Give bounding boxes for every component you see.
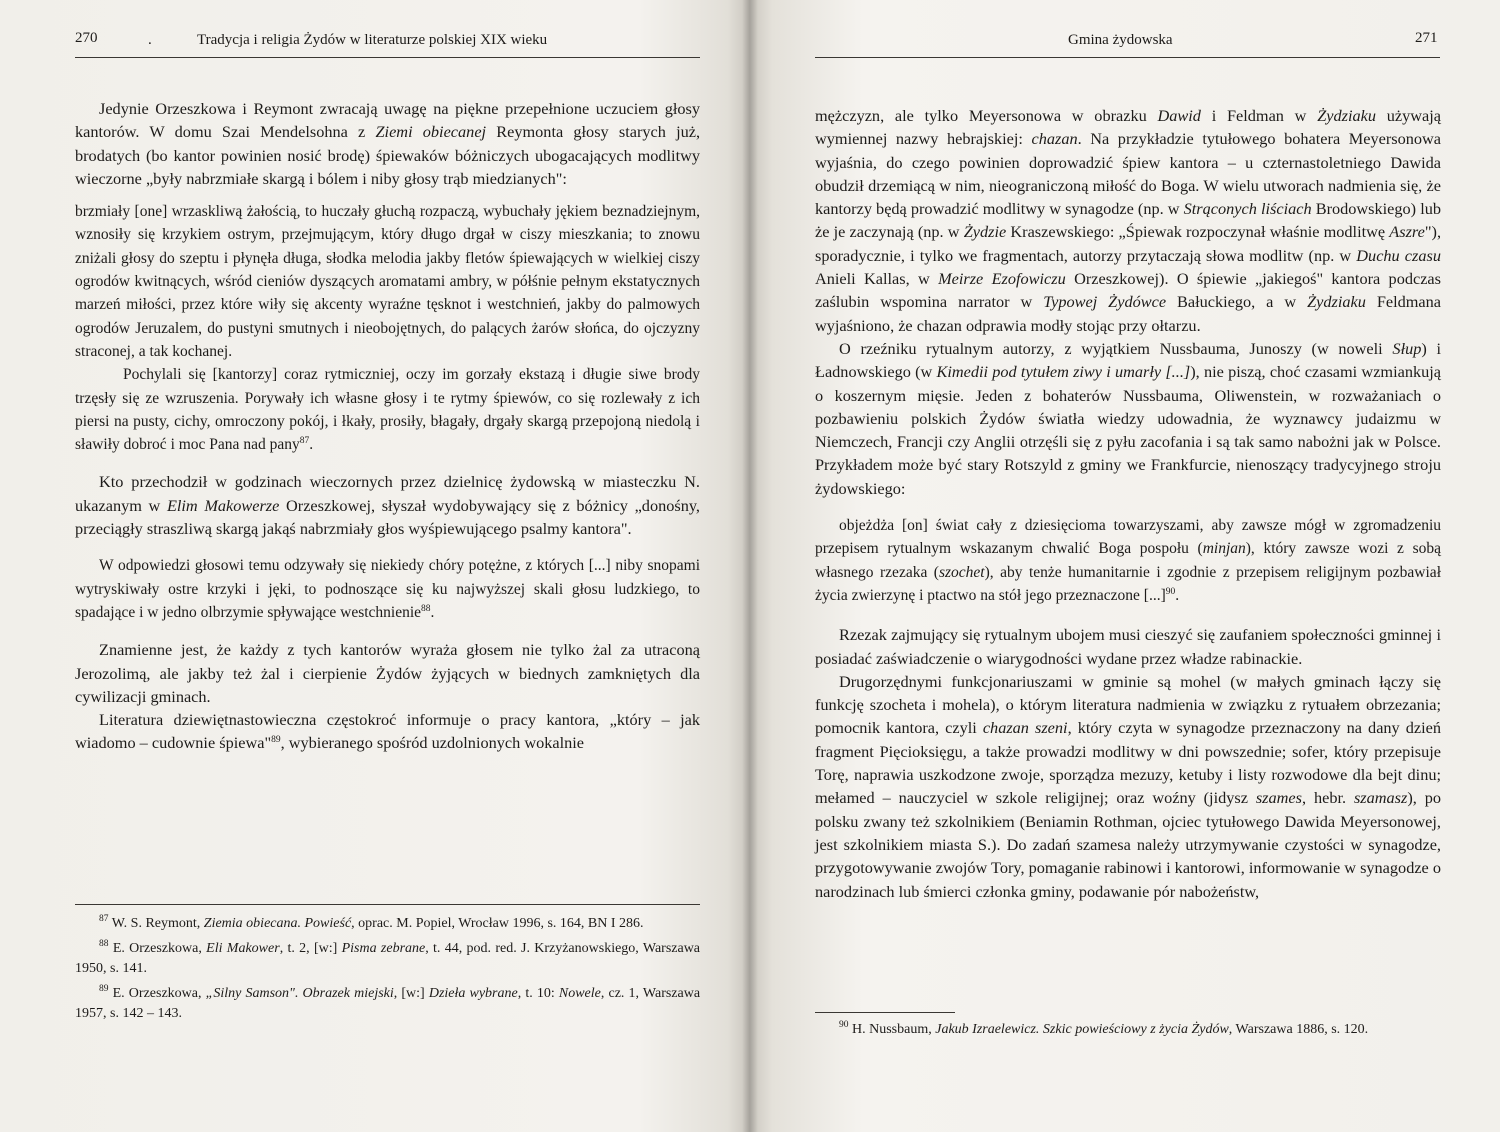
page-number: 270 bbox=[75, 30, 98, 46]
footnote-rule bbox=[75, 904, 700, 905]
header-separator: . bbox=[148, 32, 152, 48]
main-text bbox=[815, 104, 1441, 903]
footnote: $^{89}$ E. Orzeszkowa, „Silny Samson". Obrazek miejski, [w:] Dzieła wybrane, t. 10: Nowele, cz. 1, Warszawa 1957, s. 142 – 143. bbox=[75, 983, 701, 1021]
footnote: $^{90}$ H. Nussbaum, Jakub Izraelewicz. Szkic powieściowy z życia Żydów, Warszawa 1886, s. 120. bbox=[839, 1020, 1369, 1037]
footnote-ref[interactable]: 88 bbox=[421, 603, 431, 614]
header-rule bbox=[75, 57, 700, 58]
running-header: Tradycja i religia Żydów w literaturze polskiej XIX wieku bbox=[197, 32, 548, 48]
paragraph: Kto przechodził w godzinach wieczornych przez dzielnicę żydowską w miasteczku N. ukazanym w Elim Makowerze Orzeszkowej, słyszał wydobywający się z bóżnicy „donośny, przeciągły straszliwą skargą jakąś nabrzmiały głos wyśpiewującego psalmy kantora". bbox=[75, 472, 701, 539]
right-page bbox=[750, 0, 1500, 1132]
footnotes bbox=[75, 914, 700, 1029]
paragraph: mężczyzn, ale tylko Meyersonowa w obrazku Dawid i Feldman w Żydziaku używają wymiennej nazwy hebrajskiej: chazan. Na przykładzie tytułowego bohatera Meyersonowa wyjaśnia, do czego powinien doprowadzić śpiew kantora – u czternastoletniego Dawida obudził drzemiącą w nim, nieograniczoną miłość do Boga. W wielu utworach nadmienia się, że kantorzy będą prowadzić modlitwy w synagodze (np. w Strąconych liściach Brodowskiego) lub że je zaczynają (np. w Żydzie Kraszewskiego: „Śpiewak rozpoczynał właśnie modlitwę Aszre"), sporadycznie, i tylko we fragmentach, autorzy przytaczają słowa modlitw (np. w Duchu czasu Anieli Kallas, w Meirze Ezofowiczu Orzeszkowej). O śpiewie „jakiegoś" kantora podczas zaślubin wspomina narrator w Typowej Żydówce Bałuckiego, a w Żydziaku Feldmana wyjaśniono, że chazan odprawia modły stojąc przy ołtarzu. bbox=[815, 106, 1442, 335]
paragraph: Rzezak zajmujący się rytualnym ubojem musi cieszyć się zaufaniem społeczności gminnej i posiadać zaświadczenie o wiarygodności wydane przez władze rabinackie. bbox=[815, 625, 1441, 668]
running-header: Gmina żydowska bbox=[1068, 32, 1173, 48]
paragraph: Znamienne jest, że każdy z tych kantorów wyraża głosem nie tylko żal za utraconą Jerozolimą, ale jakby też żal i cierpienie Żydów żyjących w biednych zamkniętych dla cywilizacji gminach. bbox=[75, 640, 700, 706]
quote-paragraph: Pochylali się [kantorzy] coraz rytmiczniej, oczy im gorzały ekstazą i długie siwe brody trzęsły się ze wzruszenia. Porywały ich własne głosy i te rytmy śpiewów, co się rozlewały z ich piersi na pusty, cichy, omroczony pokój, i łkały, prosiły, błagały, drgały skargą przepojoną niedolą i sławiły dobroć i moc Pana nad pany$^{87}$. bbox=[75, 366, 700, 454]
footnote-ref[interactable]: 89 bbox=[271, 735, 281, 746]
header-rule bbox=[815, 57, 1440, 58]
paragraph: Literatura dziewiętnastowieczna częstokroć informuje o pracy kantora, „który – jak wiadomo – cudownie śpiewa"$^{89}$, wybieranego spośród uzdolnionych wokalnie bbox=[75, 710, 700, 753]
paragraph: O rzeźniku rytualnym autorzy, z wyjątkiem Nussbauma, Junoszy (w noweli Słup) i Ładnowskiego (w Kimedii pod tytułem ziwy i umarły [...]), nie piszą, choć czasami wzmiankują o koszernym mięsie. Jeden z bohaterów Nussbauma, Oliwenstein, w rozważaniach o pozbawieniu polskich Żydów światła wiedzy udowadnia, że wyznawcy judaizmu w Niemczech, Francji czy Anglii otrzęśli się z pyłu zacofania i są tak samo nabożni jak w Polsce. Przykładem może być stary Rotszyld z gminy we Frankfurcie, nienoszący tradycyjnego stroju żydowskiego: bbox=[815, 338, 1442, 498]
footnote: $^{87}$ W. S. Reymont, Ziemia obiecana. Powieść, oprac. M. Popiel, Wrocław 1996, s. 164, BN I 286. bbox=[99, 914, 644, 931]
block-quote bbox=[75, 200, 700, 456]
paragraph: Drugorzędnymi funkcjonariuszami w gminie są mohel (w małych gminach łączy się funkcję szocheta i mohela), o którym literatura nadmienia w związku z rytuałem obrzezania; pomocnik kantora, czyli chazan szeni, który czyta w synagodze przeznaczony na dany dzień fragment Pięcioksięgu, a także prowadzi modlitwy w dni powszednie; sofer, który przepisuje Torę, naprawia uszkodzone zwoje, sporządza mezuzy, ketuby i listy rozwodowe dla bejt dinu; mełamed – nauczyciel w szkole religijnej; oraz woźny (jidysz szames, hebr. szamasz), po polsku zwany też szkolnikiem (Beniamin Rothman, ojciec tytułowego Dawida Meyersonowej, jest szkolnikiem miasta S.). Do zadań szamesa należy utrzymywanie czystości w synagodze, przygotowywanie zwojów Tory, pomaganie rabinowi i kantorowi, informowanie w synagodze o narodzinach lub śmierci członka gminy, podawanie pór nabożeństw, bbox=[815, 671, 1442, 901]
quote-paragraph: brzmiały [one] wrzaskliwą żałością, to huczały głuchą rozpaczą, wybuchały jękiem beznadziejnym, wznosiły się krzykiem ostrym, przejmującym, który długo drgał w ciszy mieszkania; to znowu zniżali głosy do szeptu i płynęła długa, słodka melodia jakby fletów śpiewających w wielkiej ciszy ogrodów kwitnących, wśród cieniów dyszących aromatami ambry, w półśnie pełnym ekstatycznych marzeń miłości, przez które wiły się akcenty wyraźne tęsknot i westchnień, jakby do palmowych ogrodów Jeruzalem, do pustyni smutnych i nieobojętnych, do palących żarów słońca, do ojczyzny straconej, a tak kochanej. bbox=[75, 203, 700, 360]
footnotes bbox=[815, 1020, 1441, 1045]
quote-paragraph: objeżdża [on] świat cały z dziesięcioma towarzyszami, aby zawsze mógł w zgromadzeniu przepisem rytualnym wskazanym chwalić Boga pospołu (minjan), który zawsze wozi z sobą własnego rzezaka (szochet), aby tenże humanitarnie i zgodnie z przepisem religijnym pozbawiał życia zwierzynę i ptactwo na stół jego przeznaczone [...]$^{90}$. bbox=[815, 517, 1441, 604]
footnote-rule bbox=[815, 1012, 955, 1013]
block-quote bbox=[75, 554, 700, 624]
paragraph: Jedynie Orzeszkowa i Reymont zwracają uwagę na piękne przepełnione uczuciem głosy kantorów. W domu Szai Mendelsohna z Ziemi obiecanej Reymonta głosy starych już, brodatych (bo kantor powinien nosić brodę) śpiewaków bóżniczych ubogacających modlitwy wieczorne „były nabrzmiałe skargą i bólem i niby głosy trąb miedzianych": bbox=[75, 99, 701, 188]
footnote-ref[interactable]: 87 bbox=[299, 436, 310, 447]
quote-paragraph: W odpowiedzi głosowi temu odzywały się niekiedy chóry potężne, z których [...] niby snopami wytryskiwały ostre krzyki i jęki, to podnoszące się ku najwyższej skali głosu ludzkiego, to spadające i w jedno olbrzymie spływające westchnienie$^{88}$. bbox=[75, 557, 700, 621]
footnote-ref[interactable]: 90 bbox=[1165, 586, 1176, 597]
book-gutter bbox=[742, 0, 758, 1132]
main-text bbox=[75, 97, 700, 755]
page-number: 271 bbox=[1415, 30, 1438, 46]
block-quote bbox=[815, 514, 1441, 607]
footnote: $^{88}$ E. Orzeszkowa, Eli Makower, t. 2, [w:] Pisma zebrane, t. 44, pod. red. J. Krzyżanowskiego, Warszawa 1950, s. 141. bbox=[75, 938, 701, 976]
